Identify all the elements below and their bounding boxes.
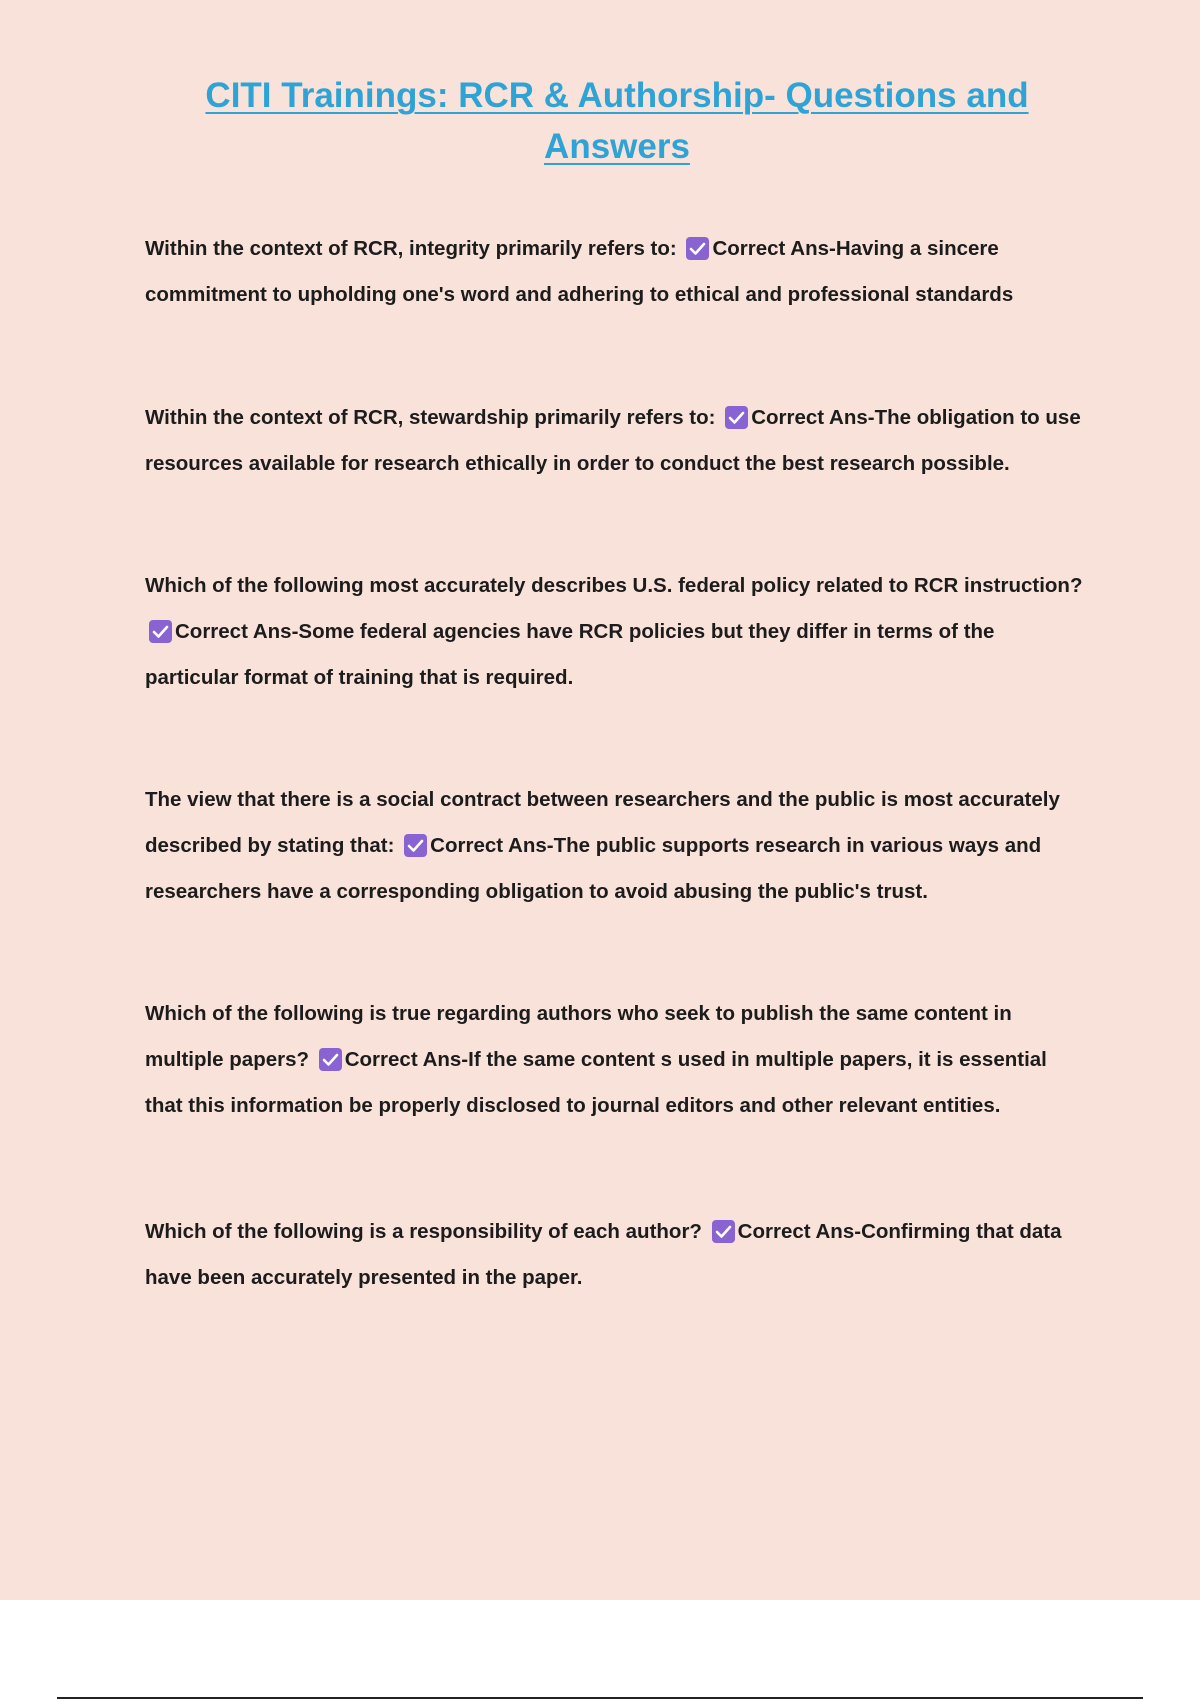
question-text: Which of the following is true regarding authors who seek to publish the same content in multiple papers? (145, 1002, 1012, 1071)
check-box-icon (725, 406, 748, 429)
footer-divider (57, 1697, 1143, 1699)
question-text: Within the context of RCR, integrity primarily refers to: (145, 237, 677, 260)
qa-item (145, 1209, 1090, 1301)
check-box-icon (712, 1220, 735, 1243)
answer-text: The public supports research in various ways and researchers have a corresponding obligation to avoid abusing the public's trust. (145, 834, 1042, 903)
qa-item (145, 395, 1090, 487)
page-title: CITI Trainings: RCR & Authorship- Questions and Answers (205, 76, 1029, 166)
check-box-icon (686, 237, 709, 260)
answer-prefix: Correct Ans- (737, 1220, 862, 1243)
answer-prefix: Correct Ans- (430, 834, 554, 857)
answer-prefix: Correct Ans- (712, 237, 836, 260)
qa-item (145, 226, 1090, 318)
qa-item (145, 991, 1090, 1129)
check-box-icon (149, 620, 172, 643)
question-text: Which of the following most accurately describes U.S. federal policy related to RCR instruction? (145, 574, 1083, 597)
question-text: Within the context of RCR, stewardship primarily refers to: (145, 406, 716, 429)
answer-text: The obligation to use resources available for research ethically in order to conduct the best research possible. (145, 406, 1081, 475)
answer-text: Having a sincere commitment to upholding one's word and adhering to ethical and professional standards (145, 237, 1014, 306)
qa-item (145, 777, 1090, 915)
question-text: Which of the following is a responsibility of each author? (145, 1220, 702, 1243)
check-box-icon (319, 1048, 342, 1071)
question-text: The view that there is a social contract between researchers and the public is most accurately described by stating that: (145, 788, 1060, 857)
answer-prefix: Correct Ans- (751, 406, 875, 429)
check-box-icon (404, 834, 427, 857)
answer-text: Confirming that data have been accurately presented in the paper. (145, 1220, 1062, 1289)
answer-prefix: Correct Ans- (344, 1048, 469, 1071)
answer-text: Some federal agencies have RCR policies but they differ in terms of the particular format of training that is required. (145, 620, 995, 689)
qa-item (145, 563, 1090, 701)
answer-prefix: Correct Ans- (175, 620, 299, 643)
answer-text: If the same content s used in multiple papers, it is essential that this information be properly disclosed to journal editors and other relevant entities. (145, 1048, 1047, 1117)
